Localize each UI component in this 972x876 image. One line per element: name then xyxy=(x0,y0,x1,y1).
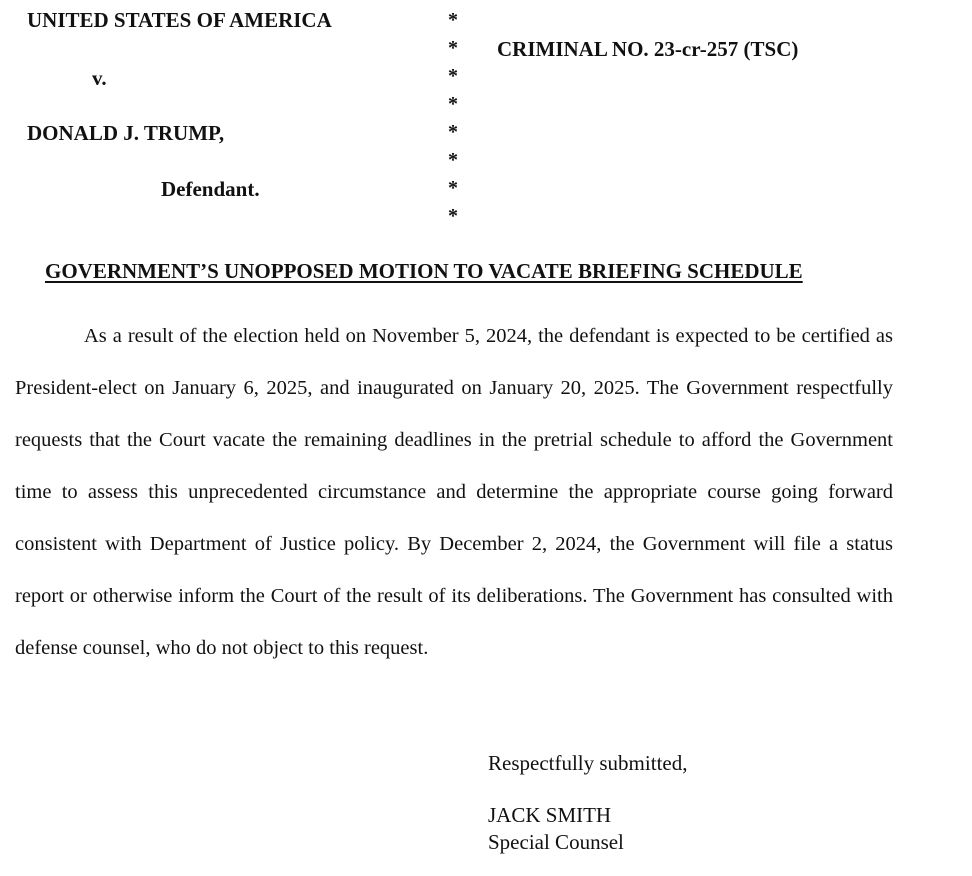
star-divider-mark: * xyxy=(448,93,458,115)
caption-star-divider xyxy=(446,8,460,232)
star-divider-mark: * xyxy=(448,149,458,171)
defendant-role: Defendant. xyxy=(161,177,260,201)
motion-title: GOVERNMENT’S UNOPPOSED MOTION TO VACATE BRIEFING SCHEDULE xyxy=(45,259,803,283)
plaintiff-name: UNITED STATES OF AMERICA xyxy=(27,8,332,32)
star-divider-mark: * xyxy=(448,9,458,31)
case-number: CRIMINAL NO. 23-cr-257 (TSC) xyxy=(497,37,799,61)
star-divider-mark: * xyxy=(448,177,458,199)
star-divider-mark: * xyxy=(448,65,458,87)
signer-name: JACK SMITH xyxy=(488,803,612,827)
defendant-name: DONALD J. TRUMP, xyxy=(27,121,225,145)
star-divider-mark: * xyxy=(448,37,458,59)
signer-title: Special Counsel xyxy=(488,830,624,854)
signature-closing: Respectfully submitted, xyxy=(488,751,688,775)
star-divider-mark: * xyxy=(448,205,458,227)
star-divider-mark: * xyxy=(448,121,458,143)
versus-label: v. xyxy=(92,66,107,90)
motion-body-paragraph: As a result of the election held on November 5, 2024, the defendant is expected to be certified as President-elect on January 6, 2025, and inaugurated on January 20, 2025. The Government respectfully requests that the Court vacate the remaining deadlines in the pretrial schedule to afford the Government time to assess this unprecedented circumstance and determine the appropriate course going forward consistent with Department of Justice policy. By December 2, 2024, the Government will file a status report or otherwise inform the Court of the result of its deliberations. The Government has consulted with defense counsel, who do not object to this request. xyxy=(15,325,893,659)
